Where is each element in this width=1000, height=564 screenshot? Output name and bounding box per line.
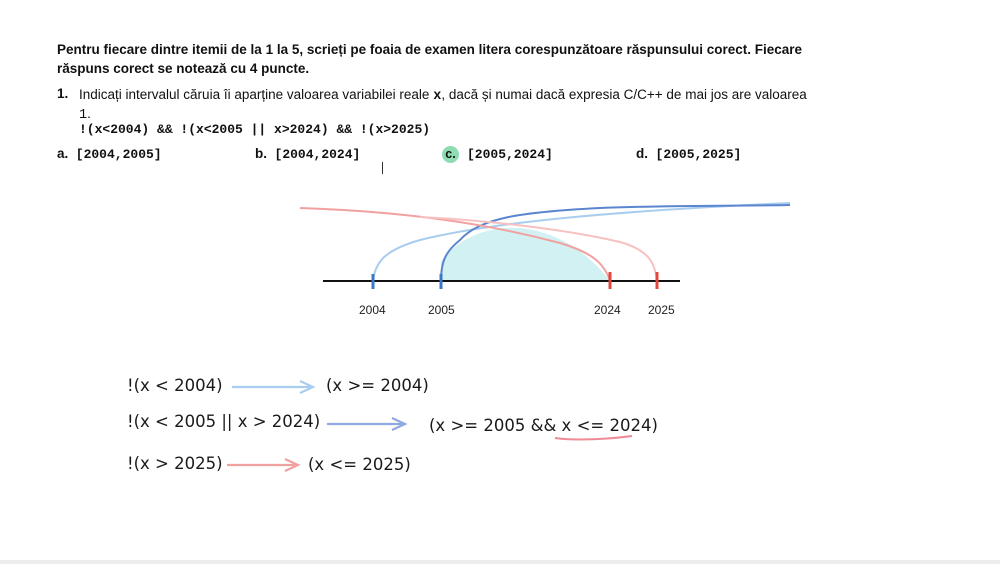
tick-label-2024: 2024 [594,303,621,317]
note-1-right: (x >= 2004) [326,376,429,395]
option-a-letter: a. [57,146,69,161]
note-2-right: (x >= 2005 && x <= 2024) [429,416,658,435]
arrow-2 [327,418,405,430]
option-b-value: [2004,2024] [274,147,361,162]
arrow-3 [227,459,298,471]
arrow-1 [232,381,313,393]
instructions-text: Pentru fiecare dintre itemii de la 1 la 5, scrieți pe foaia de examen litera corespunzătoare răspunsului corect. Fiecare răspuns corect se notează cu 4 puncte. [57,42,803,76]
option-d-letter: d. [636,146,648,161]
option-a-value: [2004,2005] [75,147,162,162]
note-1-left: !(x < 2004) [127,376,223,395]
option-c-value: [2005,2024] [467,147,553,162]
note-3-right: (x <= 2025) [308,455,411,474]
question-value: 1 [79,108,88,123]
question-expression: !(x<2004) && !(x<2005 || x>2024) && !(x>2025) [79,122,431,137]
tick-label-2004: 2004 [359,303,386,317]
note-2-left: !(x < 2005 || x > 2024) [127,412,321,431]
option-b-letter: b. [255,146,267,161]
question-text-start: Indicați intervalul căruia îi aparține valoarea variabilei reale [79,87,434,102]
tick-label-2025: 2025 [648,303,675,317]
question-text-middle: , dacă și numai dacă expresia C/C++ de mai jos are valoarea [441,87,807,102]
question-variable: x [433,89,442,104]
option-c-letter: c. [442,146,459,163]
question-number: 1. [57,86,69,101]
page-bottom-border [0,560,1000,564]
question-text-end: . [87,106,91,121]
tick-label-2005: 2005 [428,303,455,317]
note-3-left: !(x > 2025) [127,454,223,473]
option-d-value: [2005,2025] [655,147,742,162]
underline-x-le-2024 [555,436,632,439]
